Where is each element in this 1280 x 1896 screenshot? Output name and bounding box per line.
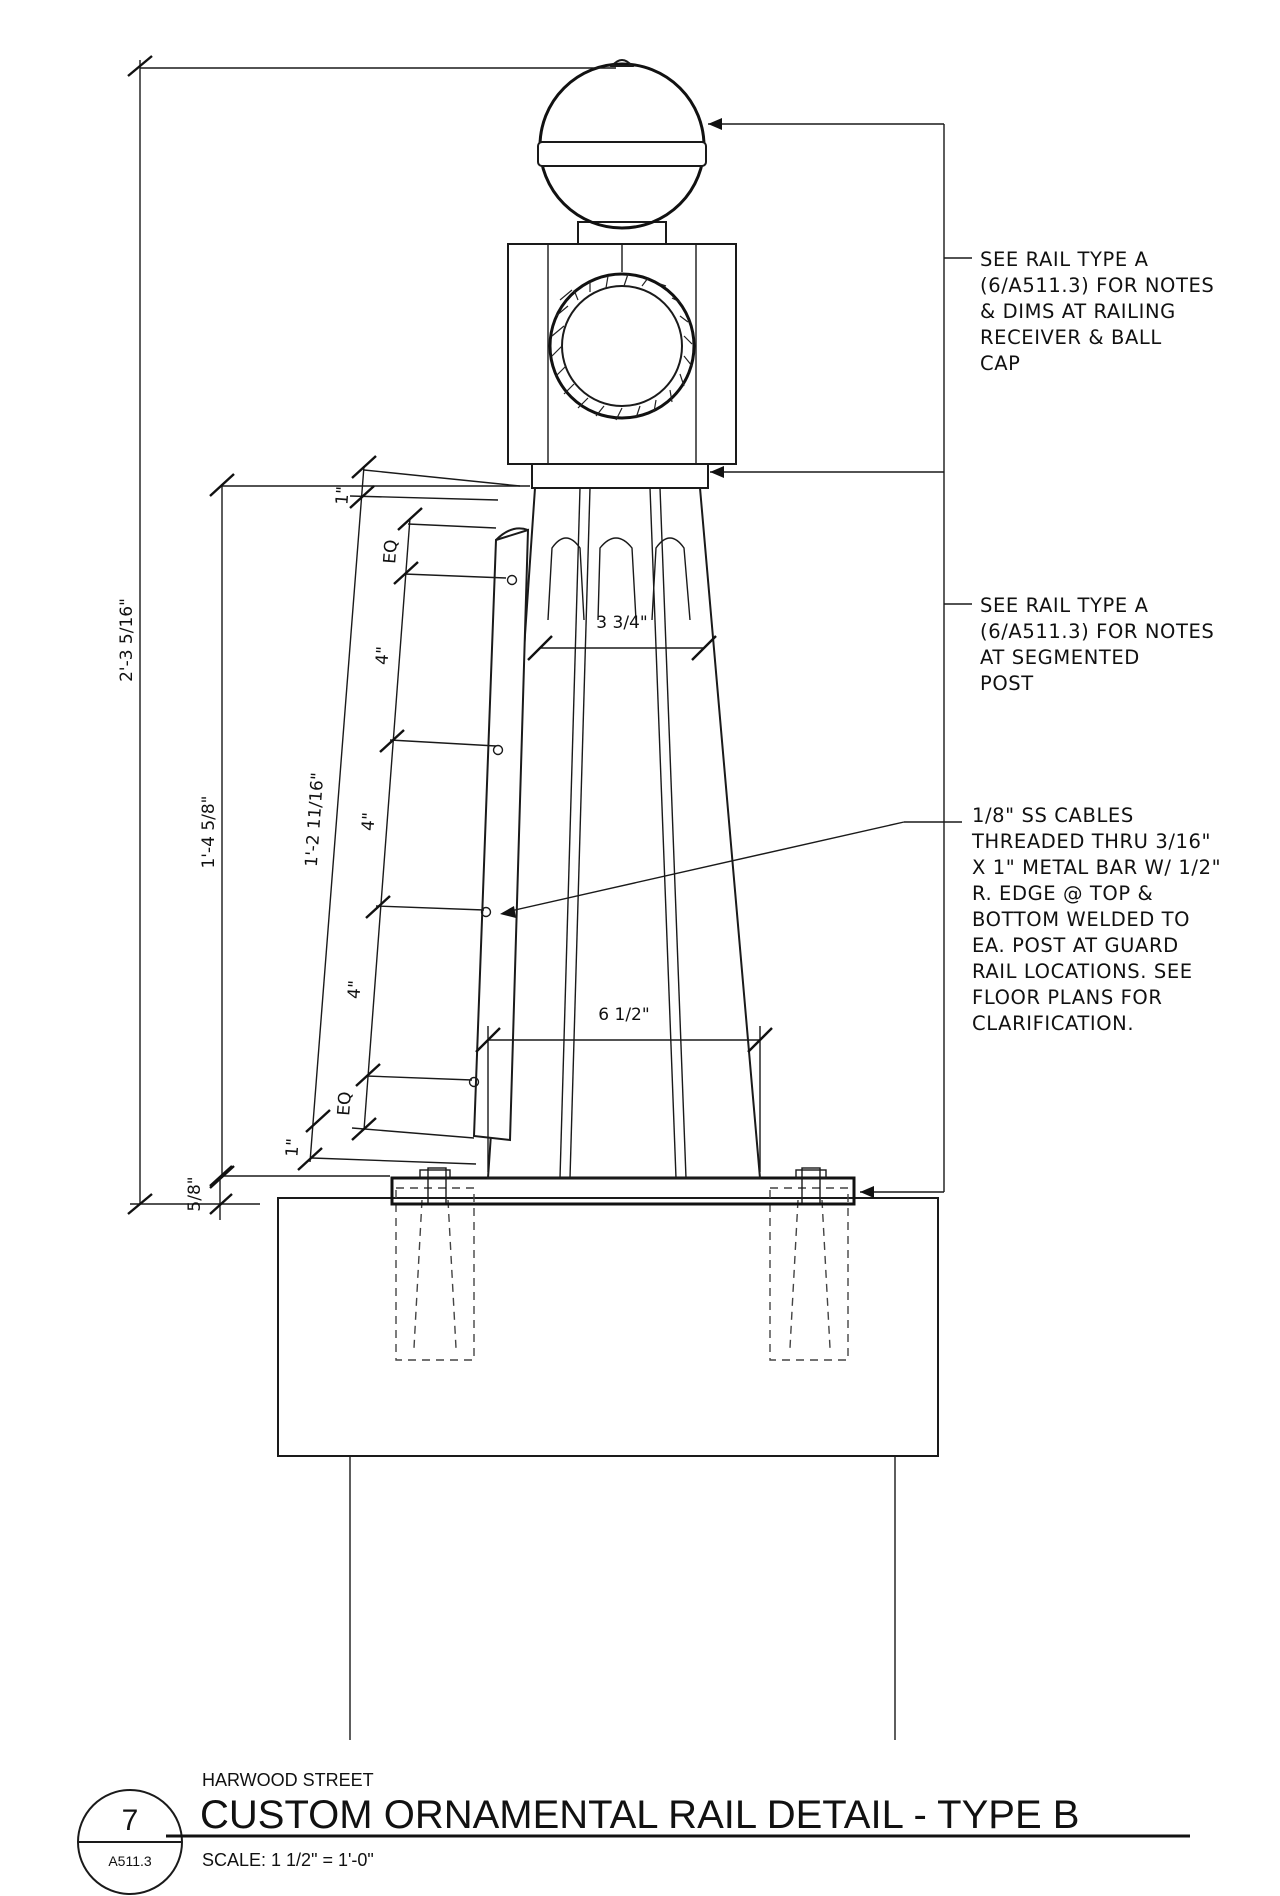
note-cables-line: EA. POST AT GUARD (972, 934, 1179, 957)
dim-spacing-2-label: 4" (358, 811, 380, 832)
note-receiver-line: CAP (980, 352, 1021, 375)
note-cables-line: BOTTOM WELDED TO (972, 908, 1191, 931)
note-post-line: SEE RAIL TYPE A (980, 594, 1149, 617)
note-cables-line: RAIL LOCATIONS. SEE (972, 960, 1193, 983)
dim-post-width-top-label: 3 3/4" (596, 613, 648, 633)
note-cables-line: CLARIFICATION. (972, 1012, 1135, 1035)
note-receiver-line: SEE RAIL TYPE A (980, 248, 1149, 271)
segmented-post (488, 464, 760, 1178)
ball-cap (538, 60, 706, 244)
dim-post-width-top (528, 636, 716, 660)
note-cables-line: 1/8" SS CABLES (972, 804, 1134, 827)
project-subtitle: HARWOOD STREET (202, 1770, 374, 1790)
dim-eq-bottom-label: EQ (334, 1090, 356, 1117)
scale-note: SCALE: 1 1/2" = 1'-0" (202, 1850, 374, 1870)
dim-top-offset-label: 1" (332, 485, 354, 506)
dim-spacing-3-label: 4" (344, 979, 366, 1000)
note-receiver-line: RECEIVER & BALL (980, 326, 1162, 349)
note-cables-line: THREADED THRU 3/16" (972, 830, 1212, 853)
railing-receiver (508, 244, 736, 464)
dim-post-height-label: 1'-4 5/8" (199, 795, 219, 869)
dim-spacing-1-label: 4" (372, 645, 394, 666)
note-cables (971, 804, 1221, 1035)
detail-number: 7 (121, 1804, 139, 1837)
leader-receiver (708, 118, 972, 478)
note-post-line: AT SEGMENTED (980, 646, 1140, 669)
leader-segmented-post (860, 472, 972, 1198)
note-cables-line: R. EDGE @ TOP & (972, 882, 1154, 905)
dim-base-plate (210, 1166, 232, 1220)
dim-bar-length-label: 1'-2 11/16" (301, 771, 329, 868)
note-cables-line: X 1" METAL BAR W/ 1/2" (972, 856, 1222, 879)
dim-post-width-bottom-label: 6 1/2" (598, 1005, 650, 1025)
concrete-curb (278, 1198, 938, 1740)
sheet-number: A511.3 (108, 1853, 152, 1869)
note-receiver-line: (6/A511.3) FOR NOTES (980, 274, 1215, 297)
anchor-bolt-right (770, 1168, 848, 1360)
dim-bottom-offset-label: 1" (282, 1137, 304, 1158)
note-cables-line: FLOOR PLANS FOR (972, 986, 1163, 1009)
detail-title: CUSTOM ORNAMENTAL RAIL DETAIL - TYPE B (200, 1793, 1080, 1837)
note-segmented-post (980, 594, 1214, 695)
note-post-line: POST (980, 672, 1034, 695)
dim-overall-height-label: 2'-3 5/16" (117, 598, 137, 682)
note-receiver-line: & DIMS AT RAILING (980, 300, 1176, 323)
dim-base-plate-label: 5/8" (185, 1176, 205, 1212)
note-receiver (980, 248, 1214, 375)
dim-eq-top-label: EQ (380, 538, 402, 565)
note-post-line: (6/A511.3) FOR NOTES (980, 620, 1215, 643)
anchor-bolt-left (396, 1168, 474, 1360)
title-block (78, 1770, 1190, 1894)
dim-post-width-bottom (476, 1026, 772, 1172)
